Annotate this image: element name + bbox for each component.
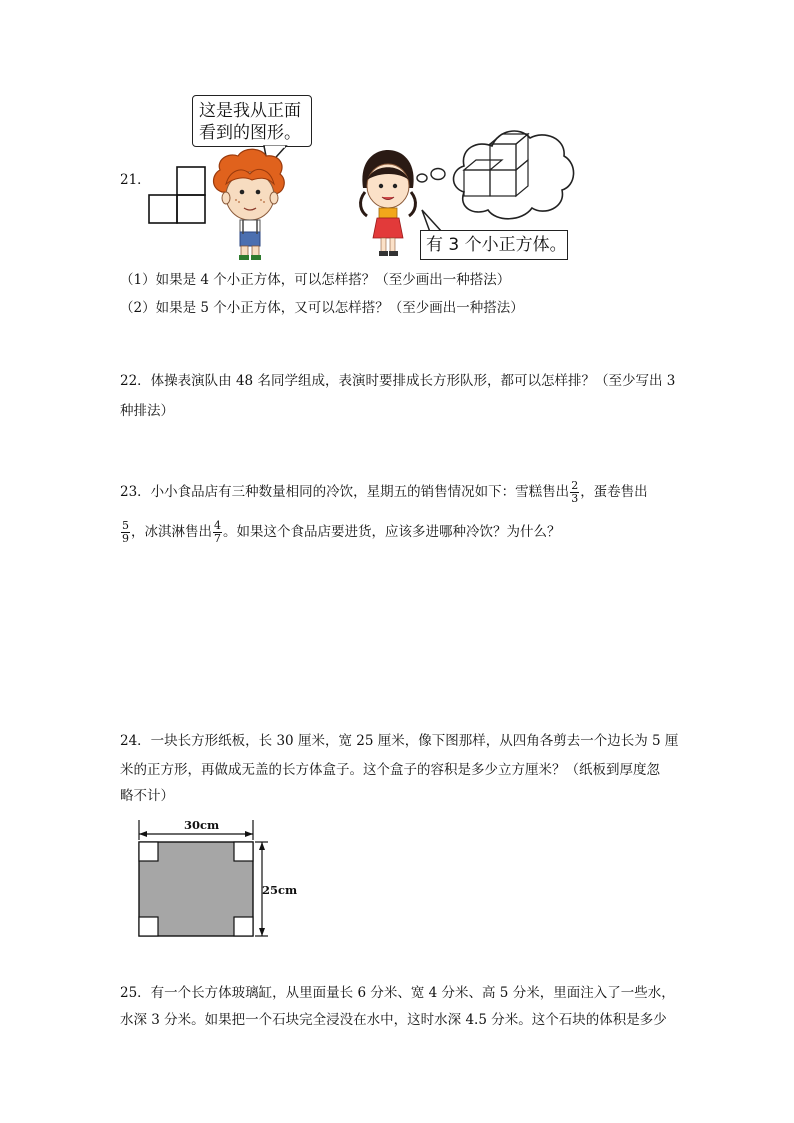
question-24-line-2: 米的正方形，再做成无盖的长方体盒子。这个盒子的容积是多少立方厘米？（纸板到厚度忽 <box>120 762 660 778</box>
boy-speech-line-2: 看到的图形。 <box>199 123 301 143</box>
question-23-line-1 <box>120 480 648 505</box>
fraction-four-sevenths: $\frac{4}{7}$ <box>214 519 221 545</box>
question-21-sub-2: （2）如果是 5 个小正方体，又可以怎样搭？（至少画出一种搭法） <box>120 300 524 316</box>
question-25-line-2: 水深 3 分米。如果把一个石块完全浸没在水中，这时水深 4.5 分米。这个石块的体积是多少 <box>120 1012 667 1028</box>
question-23-text-2: ，蛋卷售出 <box>580 484 648 500</box>
question-23-line-2 <box>120 520 561 545</box>
girl-speech-bubble <box>420 230 568 260</box>
question-25-line-1: 25．有一个长方体玻璃缸，从里面量长 6 分米、宽 4 分米、高 5 分米，里面注入了一些水， <box>120 985 675 1001</box>
question-24-line-1: 24．一块长方形纸板，长 30 厘米，宽 25 厘米，像下图那样，从四角各剪去一个边长为 5 厘 <box>120 733 679 749</box>
boy-speech-line-1: 这是我从正面 <box>199 101 301 121</box>
width-label: 25cm <box>262 883 298 897</box>
boy-speech-bubble <box>192 95 312 147</box>
girl-speech-text: 有 3 个小正方体。 <box>426 235 567 255</box>
question-24-line-3: 略不计） <box>120 788 174 804</box>
three-cube-drawing <box>462 138 532 200</box>
question-23-text-1: 23．小小食品店有三种数量相同的冷饮，星期五的销售情况如下：雪糕售出 <box>120 484 570 500</box>
fraction-two-thirds: $\frac{2}{3}$ <box>571 479 579 505</box>
question-21-number: 21． <box>120 172 151 188</box>
question-22-line-2: 种排法） <box>120 403 174 419</box>
fraction-five-ninths: $\frac{5}{9}$ <box>122 519 129 545</box>
question-21-sub-1: （1）如果是 4 个小正方体，可以怎样搭？（至少画出一种搭法） <box>120 272 511 288</box>
question-23-text-3: ，冰淇淋售出 <box>131 524 212 540</box>
question-23-text-4: 。如果这个食品店要进货，应该多进哪种冷饮？为什么？ <box>223 524 561 540</box>
length-label: 30cm <box>184 818 220 832</box>
question-22-line-1: 22．体操表演队由 48 名同学组成，表演时要排成长方形队形，都可以怎样排？（至少写出 3 <box>120 373 676 389</box>
cardboard-diagram <box>134 818 304 940</box>
front-view-figure <box>148 166 208 224</box>
boy-character <box>208 148 288 262</box>
